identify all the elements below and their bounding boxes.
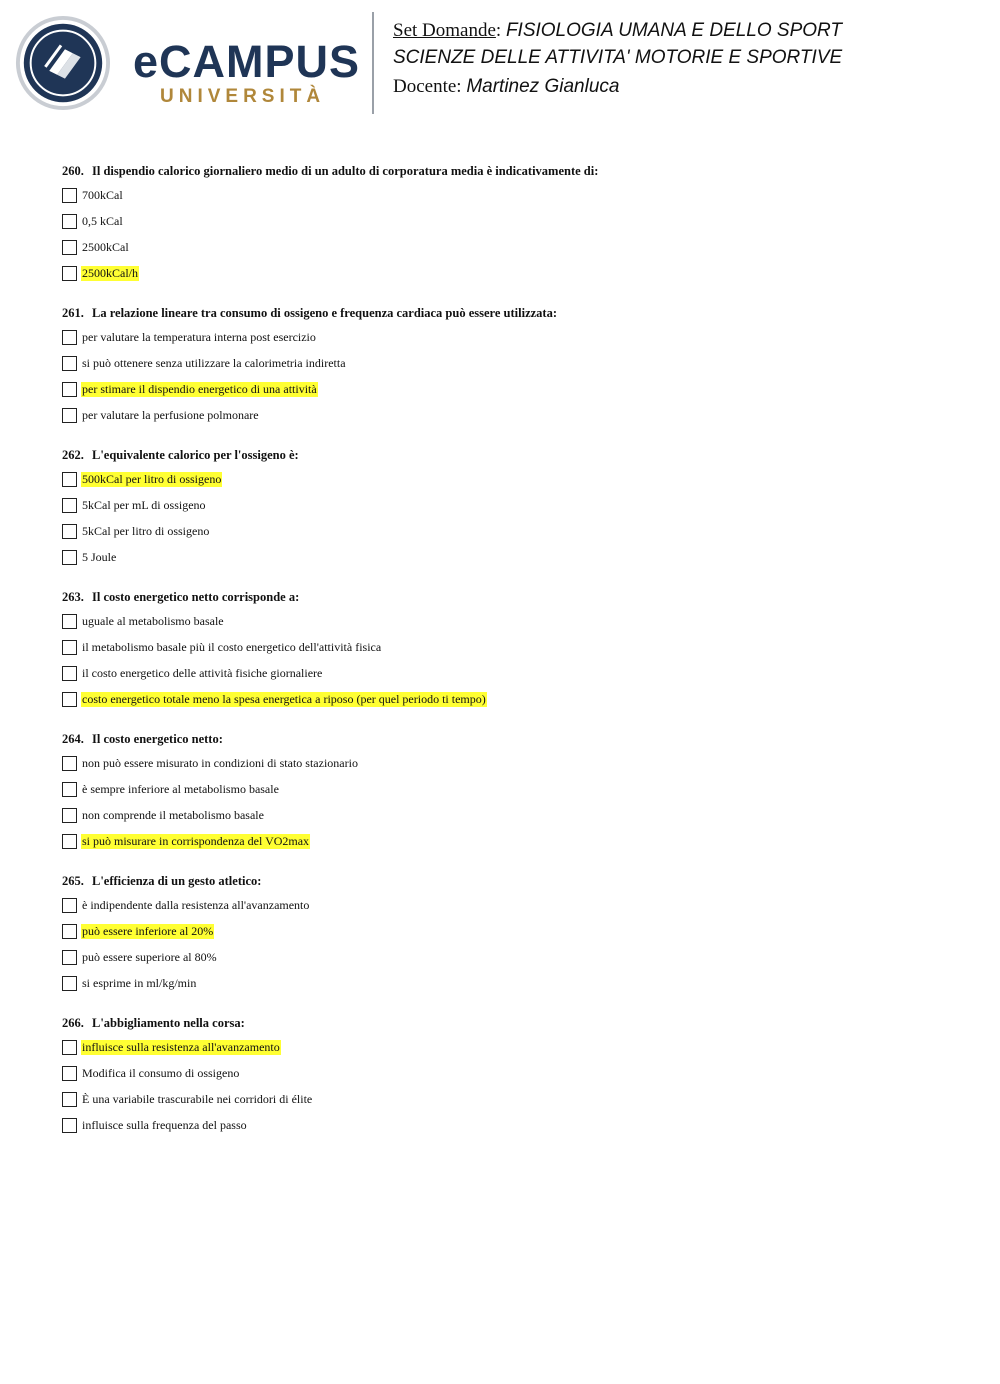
question-spacer bbox=[62, 286, 962, 302]
answer-option[interactable] bbox=[62, 634, 962, 660]
answer-text: È una variabile trascurabile nei corridori di élite bbox=[82, 1091, 313, 1106]
answer-option[interactable] bbox=[62, 892, 962, 918]
checkbox-icon[interactable] bbox=[62, 782, 77, 797]
checkbox-icon[interactable] bbox=[62, 524, 77, 539]
checkbox-icon[interactable] bbox=[62, 950, 77, 965]
answer-option[interactable] bbox=[62, 750, 962, 776]
answer-text: si esprime in ml/kg/min bbox=[82, 975, 197, 990]
brand-name: eCAMPUS bbox=[133, 36, 361, 87]
answer-option[interactable] bbox=[62, 350, 962, 376]
checkbox-icon[interactable] bbox=[62, 640, 77, 655]
checkbox-icon[interactable] bbox=[62, 692, 77, 707]
checkbox-icon[interactable] bbox=[62, 924, 77, 939]
question-title bbox=[62, 160, 962, 182]
answer-option[interactable] bbox=[62, 828, 962, 854]
question-spacer bbox=[62, 1138, 962, 1154]
answer-text: 2500kCal bbox=[82, 239, 129, 254]
answer-text: il costo energetico delle attività fisiche giornaliere bbox=[82, 665, 323, 680]
answer-option[interactable] bbox=[62, 466, 962, 492]
header-course-line: Set Domande: FISIOLOGIA UMANA E DELLO SPORT bbox=[393, 20, 843, 41]
question-title bbox=[62, 728, 962, 750]
answer-text: 700kCal bbox=[82, 187, 123, 202]
answer-option[interactable] bbox=[62, 260, 962, 286]
answer-text: per valutare la perfusione polmonare bbox=[82, 407, 259, 422]
answer-text: può essere superiore al 80% bbox=[82, 949, 217, 964]
question-block bbox=[62, 444, 962, 586]
answer-text-highlighted: influisce sulla resistenza all'avanzamento bbox=[82, 1039, 280, 1054]
brand-subtitle: UNIVERSITÀ bbox=[160, 86, 326, 107]
answer-text-highlighted: si può misurare in corrispondenza del VO2max bbox=[82, 833, 310, 848]
question-block bbox=[62, 160, 962, 302]
question-number: 262. bbox=[62, 448, 84, 462]
answer-text-highlighted: 2500kCal/h bbox=[82, 265, 138, 280]
question-number: 264. bbox=[62, 732, 84, 746]
header-teacher-line bbox=[393, 76, 619, 98]
question-title bbox=[62, 586, 962, 608]
answer-option[interactable] bbox=[62, 324, 962, 350]
checkbox-icon[interactable] bbox=[62, 330, 77, 345]
answer-text: il metabolismo basale più il costo energetico dell'attività fisica bbox=[82, 639, 382, 654]
answer-option[interactable] bbox=[62, 944, 962, 970]
question-text: La relazione lineare tra consumo di ossigeno e frequenza cardiaca può essere utilizzata: bbox=[92, 306, 557, 320]
answer-text: è indipendente dalla resistenza all'avanzamento bbox=[82, 897, 310, 912]
answer-text: uguale al metabolismo basale bbox=[82, 613, 224, 628]
answer-option[interactable] bbox=[62, 686, 962, 712]
checkbox-icon[interactable] bbox=[62, 266, 77, 281]
ecampus-seal-logo bbox=[14, 14, 112, 112]
checkbox-icon[interactable] bbox=[62, 756, 77, 771]
answer-option[interactable] bbox=[62, 518, 962, 544]
answer-option[interactable] bbox=[62, 492, 962, 518]
question-text: L'abbigliamento nella corsa: bbox=[92, 1016, 245, 1030]
question-text: Il costo energetico netto: bbox=[92, 732, 223, 746]
question-text: Il dispendio calorico giornaliero medio di un adulto di corporatura media è indicativamente di: bbox=[92, 164, 599, 178]
answer-option[interactable] bbox=[62, 234, 962, 260]
answer-text: Modifica il consumo di ossigeno bbox=[82, 1065, 240, 1080]
question-number: 265. bbox=[62, 874, 84, 888]
answer-option[interactable] bbox=[62, 1086, 962, 1112]
answer-option[interactable] bbox=[62, 776, 962, 802]
checkbox-icon[interactable] bbox=[62, 214, 77, 229]
question-spacer bbox=[62, 712, 962, 728]
question-spacer bbox=[62, 996, 962, 1012]
header-degree-line bbox=[393, 47, 842, 69]
answer-text: si può ottenere senza utilizzare la calorimetria indiretta bbox=[82, 355, 346, 370]
degree-title: SCIENZE DELLE ATTIVITA' MOTORIE E SPORTIVE bbox=[393, 47, 843, 68]
checkbox-icon[interactable] bbox=[62, 472, 77, 487]
question-text: L'efficienza di un gesto atletico: bbox=[92, 874, 262, 888]
answer-text: non può essere misurato in condizioni di stato stazionario bbox=[82, 755, 358, 770]
question-block bbox=[62, 728, 962, 870]
answer-text-highlighted: costo energetico totale meno la spesa energetica a riposo (per quel periodo ti tempo) bbox=[82, 691, 486, 706]
answer-text-highlighted: può essere inferiore al 20% bbox=[82, 923, 214, 938]
question-number: 263. bbox=[62, 590, 84, 604]
answer-text: 5kCal per mL di ossigeno bbox=[82, 497, 206, 512]
checkbox-icon[interactable] bbox=[62, 1118, 77, 1133]
checkbox-icon[interactable] bbox=[62, 188, 77, 203]
question-title bbox=[62, 1012, 962, 1034]
checkbox-icon[interactable] bbox=[62, 408, 77, 423]
answer-option[interactable] bbox=[62, 802, 962, 828]
checkbox-icon[interactable] bbox=[62, 1092, 77, 1107]
question-block bbox=[62, 870, 962, 1012]
question-block bbox=[62, 586, 962, 728]
header-divider bbox=[372, 12, 374, 114]
question-number: 260. bbox=[62, 164, 84, 178]
checkbox-icon[interactable] bbox=[62, 240, 77, 255]
answer-text: influisce sulla frequenza del passo bbox=[82, 1117, 247, 1132]
answer-text: 0,5 kCal bbox=[82, 213, 123, 228]
course-title: FISIOLOGIA UMANA E DELLO SPORT bbox=[505, 20, 843, 41]
answer-text: è sempre inferiore al metabolismo basale bbox=[82, 781, 279, 796]
checkbox-icon[interactable] bbox=[62, 834, 77, 849]
answer-option[interactable] bbox=[62, 918, 962, 944]
answer-option[interactable] bbox=[62, 1060, 962, 1086]
checkbox-icon[interactable] bbox=[62, 1066, 77, 1081]
answer-option[interactable] bbox=[62, 182, 962, 208]
question-list bbox=[62, 160, 962, 1154]
question-block bbox=[62, 1012, 962, 1154]
answer-option[interactable] bbox=[62, 208, 962, 234]
question-spacer bbox=[62, 428, 962, 444]
question-title bbox=[62, 302, 962, 324]
checkbox-icon[interactable] bbox=[62, 808, 77, 823]
checkbox-icon[interactable] bbox=[62, 666, 77, 681]
checkbox-icon[interactable] bbox=[62, 550, 77, 565]
teacher-name: Martinez Gianluca bbox=[466, 76, 620, 97]
page-header bbox=[0, 0, 1000, 130]
question-block bbox=[62, 302, 962, 444]
question-spacer bbox=[62, 570, 962, 586]
answer-text-highlighted: 500kCal per litro di ossigeno bbox=[82, 471, 222, 486]
checkbox-icon[interactable] bbox=[62, 382, 77, 397]
answer-option[interactable] bbox=[62, 376, 962, 402]
set-label: Set Domande bbox=[393, 20, 496, 41]
question-title bbox=[62, 870, 962, 892]
question-text: L'equivalente calorico per l'ossigeno è: bbox=[92, 448, 299, 462]
checkbox-icon[interactable] bbox=[62, 898, 77, 913]
answer-text: per valutare la temperatura interna post esercizio bbox=[82, 329, 316, 344]
checkbox-icon[interactable] bbox=[62, 976, 77, 991]
answer-text: non comprende il metabolismo basale bbox=[82, 807, 264, 822]
answer-option[interactable] bbox=[62, 1034, 962, 1060]
question-number: 266. bbox=[62, 1016, 84, 1030]
answer-text-highlighted: per stimare il dispendio energetico di una attività bbox=[82, 381, 317, 396]
question-text: Il costo energetico netto corrisponde a: bbox=[92, 590, 300, 604]
answer-text: 5kCal per litro di ossigeno bbox=[82, 523, 210, 538]
answer-option[interactable] bbox=[62, 970, 962, 996]
answer-option[interactable] bbox=[62, 608, 962, 634]
answer-option[interactable] bbox=[62, 1112, 962, 1138]
answer-option[interactable] bbox=[62, 660, 962, 686]
question-spacer bbox=[62, 854, 962, 870]
checkbox-icon[interactable] bbox=[62, 614, 77, 629]
checkbox-icon[interactable] bbox=[62, 356, 77, 371]
checkbox-icon[interactable] bbox=[62, 1040, 77, 1055]
answer-text: 5 Joule bbox=[82, 549, 117, 564]
answer-option[interactable] bbox=[62, 544, 962, 570]
question-number: 261. bbox=[62, 306, 84, 320]
answer-option[interactable] bbox=[62, 402, 962, 428]
teacher-label: Docente: bbox=[393, 76, 462, 97]
checkbox-icon[interactable] bbox=[62, 498, 77, 513]
question-title bbox=[62, 444, 962, 466]
